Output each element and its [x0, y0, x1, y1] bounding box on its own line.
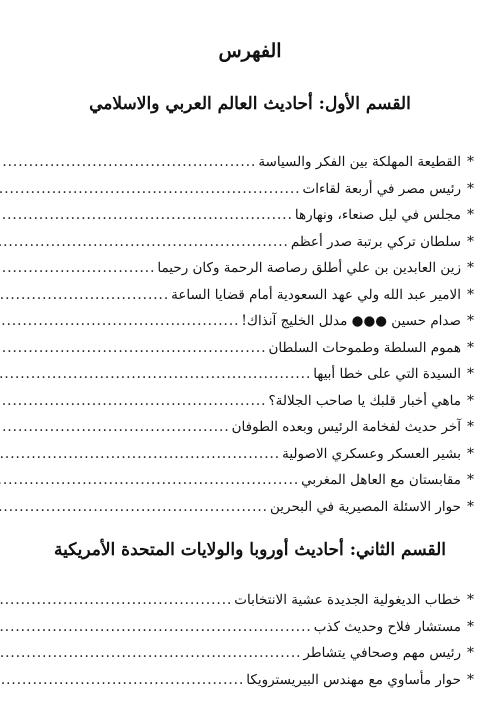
- toc-entry: [28, 388, 474, 415]
- bullet-asterisk-icon: *: [467, 207, 474, 223]
- bullet-asterisk-icon: *: [467, 645, 474, 661]
- toc-entry-title: مجلس في ليل صنعاء، ونهارها: [294, 207, 461, 223]
- bullet-asterisk-icon: *: [467, 445, 474, 462]
- toc-entry: [28, 467, 474, 494]
- toc-entry-title: مقابستان مع العاهل المغربي: [301, 472, 461, 488]
- bullet-asterisk-icon: *: [467, 180, 474, 197]
- toc-entry: [28, 149, 474, 176]
- dot-leader: [0, 640, 301, 667]
- bullet-asterisk-icon: *: [467, 419, 474, 435]
- toc-entry-title: هموم السلطة وطموحات السلطان: [268, 339, 461, 356]
- dot-leader: [0, 361, 311, 388]
- dot-leader: [0, 388, 266, 415]
- bullet-asterisk-icon: *: [467, 498, 474, 515]
- dot-leader: [0, 282, 169, 309]
- bullet-asterisk-icon: *: [467, 671, 474, 688]
- bullet-asterisk-icon: *: [467, 392, 474, 409]
- toc-entry-title: رئيس مصر في أربعة لقاءات: [302, 180, 461, 197]
- toc-entry-title: حوار الاسئلة المصيرية في البحرين: [269, 498, 461, 515]
- bullet-asterisk-icon: *: [467, 313, 474, 329]
- toc-entry-title: زين العابدين بن علي أطلق رصاصة الرحمة وكان رحيما: [157, 260, 461, 276]
- toc-entry: [28, 667, 474, 694]
- toc-entry: [28, 176, 474, 203]
- dot-leader: [0, 335, 266, 362]
- toc-entry: [28, 494, 474, 521]
- dot-leader: [0, 614, 312, 641]
- toc-entry-title: القطيعة المهلكة بين الفكر والسياسة: [258, 154, 461, 170]
- dot-leader: [0, 308, 239, 335]
- bullet-asterisk-icon: *: [467, 233, 474, 250]
- toc-list-section-1: [28, 149, 474, 520]
- toc-entry-title: آخر حديث لفخامة الرئيس وبعده الطوفان: [231, 419, 461, 435]
- bullet-asterisk-icon: *: [467, 366, 474, 382]
- toc-entry: [28, 282, 474, 309]
- toc-entry-title: السيدة التي على خطا أبيها: [313, 366, 461, 382]
- bullet-asterisk-icon: *: [467, 154, 474, 170]
- toc-entry-title: صدام حسين ●●● مدلل الخليج آنذاك!: [241, 313, 461, 329]
- dot-leader: [0, 441, 280, 468]
- toc-entry: [28, 614, 474, 641]
- dot-leader: [0, 149, 256, 176]
- dot-leader: [0, 229, 289, 256]
- toc-entry: [28, 255, 474, 282]
- dot-leader: [0, 587, 232, 614]
- bullet-asterisk-icon: *: [467, 592, 474, 608]
- section-heading-1: القسم الأول: أحاديث العالم العربي والاسلامي: [89, 94, 411, 114]
- bullet-asterisk-icon: *: [467, 260, 474, 276]
- toc-entry-title: رئيس مهم وصحافي يتشاطر: [303, 645, 461, 661]
- section-heading-2: القسم الثاني: أحاديث أوروبا والولايات المتحدة الأمريكية: [54, 540, 446, 560]
- bullet-asterisk-icon: *: [467, 618, 474, 635]
- bullet-asterisk-icon: *: [467, 339, 474, 356]
- toc-entry: [28, 640, 474, 667]
- dot-leader: [0, 176, 301, 203]
- dot-leader: [0, 467, 299, 494]
- bullet-asterisk-icon: *: [467, 472, 474, 488]
- toc-entry-title: مستشار فلاح وحديث كذب: [313, 618, 461, 635]
- toc-entry-title: الامير عبد الله ولي عهد السعودية أمام قضايا الساعة: [171, 286, 461, 303]
- dot-leader: [0, 255, 155, 282]
- toc-entry: [28, 202, 474, 229]
- toc-entry: [28, 587, 474, 614]
- toc-entry-title: خطاب الديغولية الجديدة عشية الانتخابات: [234, 592, 461, 608]
- toc-list-section-2: [28, 587, 474, 693]
- toc-entry-title: بشير العسكر وعسكري الاصولية: [282, 445, 461, 462]
- dot-leader: [0, 667, 244, 694]
- toc-entry: [28, 308, 474, 335]
- bullet-asterisk-icon: *: [467, 286, 474, 303]
- toc-entry-title: سلطان تركي برتبة صدر أعظم: [290, 233, 461, 250]
- toc-entry: [28, 361, 474, 388]
- dot-leader: [0, 202, 293, 229]
- toc-entry: [28, 335, 474, 362]
- toc-entry: [28, 229, 474, 256]
- toc-entry: [28, 441, 474, 468]
- toc-entry: [28, 414, 474, 441]
- page-title: الفهرس: [218, 40, 282, 62]
- dot-leader: [0, 414, 230, 441]
- dot-leader: [0, 494, 268, 521]
- toc-entry-title: حوار مأساوي مع مهندس البيريسترويكا: [246, 671, 461, 688]
- toc-entry-title: ماهي أخبار قلبك يا صاحب الجلالة؟: [268, 392, 461, 409]
